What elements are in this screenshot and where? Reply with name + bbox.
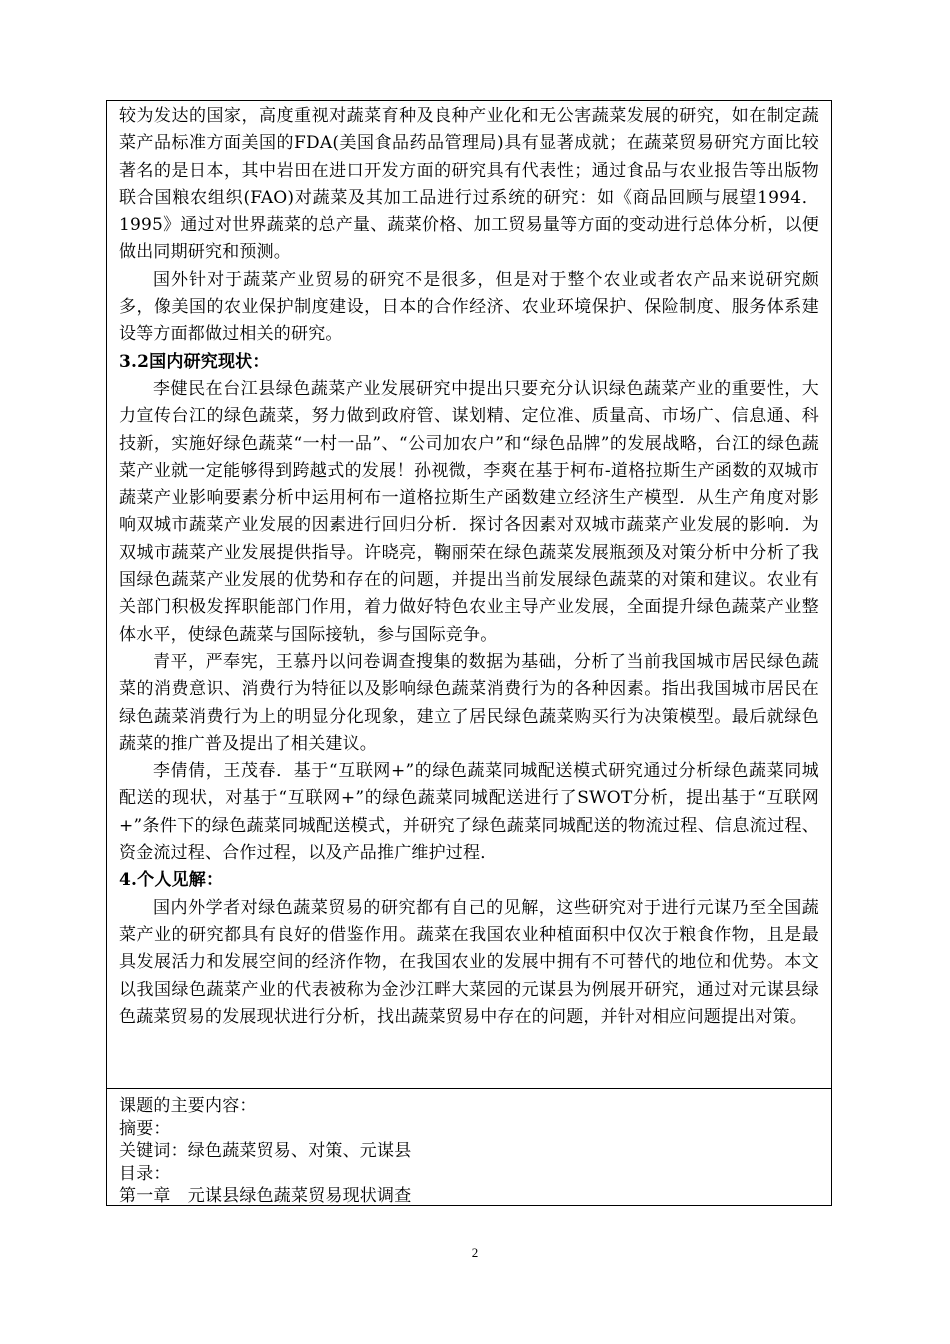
para-domestic-research-2: 青平，严奉宪，王慕丹以问卷调查搜集的数据为基础，分析了当前我国城市居民绿色蔬菜的消费意识、消费行为特征以及影响绿色蔬菜消费行为的各种因素。指出我国城市居民在绿色蔬菜消费行为上的明显分化现象，建立了居民绿色蔬菜购买行为决策模型。最后就绿色蔬菜的推广普及提出了相关建议。 (119, 651, 819, 754)
para-foreign-research-1: 较为发达的国家，高度重视对蔬菜育种及良种产业化和无公害蔬菜发展的研究，如在制定蔬菜产品标准方面美国的FDA(美国食品药品管理局)具有显著成就；在蔬菜贸易研究方面比较著名的是日本，其中岩田在进口开发方面的研究具有代表性；通过食品与农业报告等出版物联合国粮农组织(FAO)对蔬菜及其加工品进行过系统的研究：如《商品回顾与展望1994．1995》通过对世界蔬菜的总产量、蔬菜价格、加工贸易量等方面的变动进行总体分析，以便做出同期研究和预测。 (119, 106, 819, 263)
keywords-line: 关键词：绿色蔬菜贸易、对策、元谋县 (119, 1141, 412, 1161)
para-domestic-research-3: 李倩倩，王茂春．基于“互联网+”的绿色蔬菜同城配送模式研究通过分析绿色蔬菜同城配送的现状，对基于“互联网+”的绿色蔬菜同城配送进行了SWOT分析，提出基于“互联网+”条件下的绿色蔬菜同城配送模式，并研究了绿色蔬菜同城配送的物流过程、信息流过程、资金流过程、合作过程，以及产品推广维护过程． (119, 761, 819, 864)
heading-personal-opinion: 4.个人见解： (119, 870, 224, 891)
para-foreign-research-2: 国外针对于蔬菜产业贸易的研究不是很多，但是对于整个农业或者农产品来说研究颇多，像美国的农业保护制度建设，日本的合作经济、农业环境保护、保险制度、服务体系建设等方面都做过相关的研究。 (119, 269, 819, 345)
literature-review-cell (107, 101, 831, 1089)
heading-domestic-research: 3.2国内研究现状： (119, 351, 270, 372)
main-content-cell (107, 1089, 831, 1205)
page-number: 2 (471, 1245, 479, 1260)
toc-label: 目录： (119, 1163, 171, 1184)
abstract-label: 摘要： (119, 1118, 171, 1139)
para-personal-opinion: 国内外学者对绿色蔬菜贸易的研究都有自己的见解，这些研究对于进行元谋乃至全国蔬菜产业的研究都具有良好的借鉴作用。蔬菜在我国农业种植面积中仅次于粮食作物，且是最具发展活力和发展空间的经济作物，在我国农业的发展中拥有不可替代的地位和优势。本文以我国绿色蔬菜产业的代表被称为金沙江畔大菜园的元谋县为例展开研究，通过对元谋县绿色蔬菜贸易的发展现状进行分析，找出蔬菜贸易中存在的问题，并针对相应问题提出对策。 (119, 897, 819, 1027)
main-content-label: 课题的主要内容： (119, 1096, 257, 1116)
proposal-form-table (106, 100, 832, 1206)
para-domestic-research-1: 李健民在台江县绿色蔬菜产业发展研究中提出只要充分认识绿色蔬菜产业的重要性，大力宣传台江的绿色蔬菜，努力做到政府管、谋划精、定位准、质量高、市场广、信息通、科技新，实施好绿色蔬菜“一村一品”、“公司加农户”和“绿色品牌”的发展战略，台江的绿色蔬菜产业就一定能够得到跨越式的发展！孙视微，李爽在基于柯布-道格拉斯生产函数的双城市蔬菜产业影响要素分析中运用柯布一道格拉斯生产函数建立经济生产模型．从生产角度对影响双城市蔬菜产业发展的因素进行回归分析．探讨各因素对双城市蔬菜产业发展的影响．为双城市蔬菜产业发展提供指导。许晓亮，鞠丽荣在绿色蔬菜发展瓶颈及对策分析中分析了我国绿色蔬菜产业发展的优势和存在的问题，并提出当前发展绿色蔬菜的对策和建议。农业有关部门积极发挥职能部门作用，着力做好特色农业主导产业发展，全面提升绿色蔬菜产业整体水平，使绿色蔬菜与国际接轨，参与国际竞争。 (119, 378, 819, 645)
chapter-1-title: 第一章 元谋县绿色蔬菜贸易现状调查 (119, 1186, 412, 1205)
